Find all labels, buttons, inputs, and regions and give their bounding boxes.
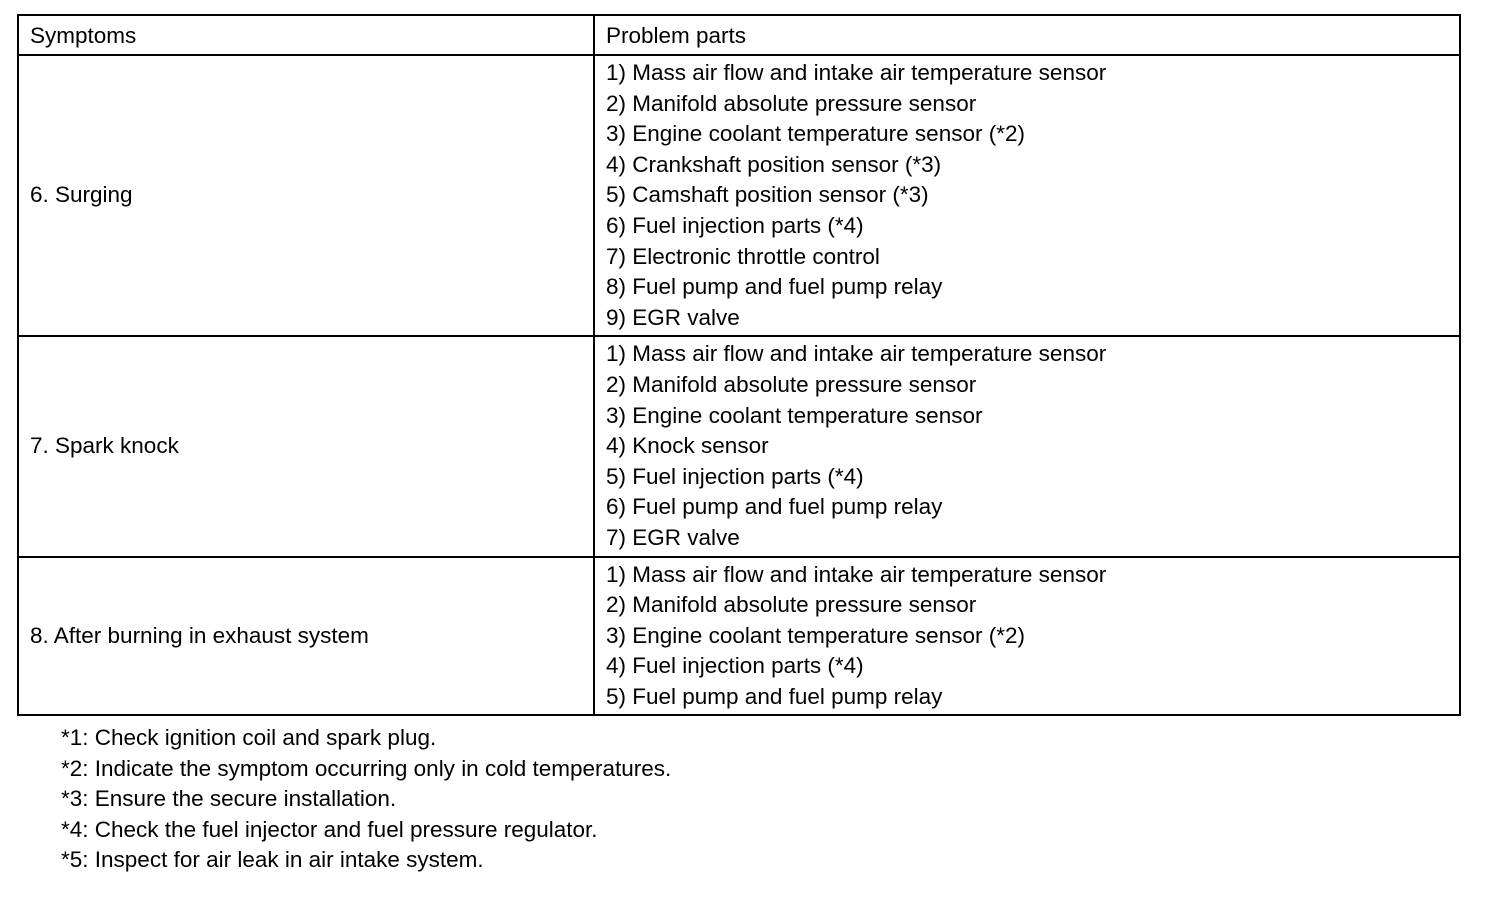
part-item: 2) Manifold absolute pressure sensor bbox=[606, 592, 977, 618]
part-item: 1) Mass air flow and intake air temperature sensor bbox=[606, 341, 1107, 367]
part-item: 2) Manifold absolute pressure sensor bbox=[606, 371, 977, 397]
parts-cell bbox=[594, 55, 1460, 336]
table-row-surging bbox=[18, 55, 1460, 336]
header-symptoms: Symptoms bbox=[18, 15, 594, 55]
part-item: 9) EGR valve bbox=[606, 304, 740, 330]
part-item: 2) Manifold absolute pressure sensor bbox=[606, 90, 977, 116]
symptom-cell: 7. Spark knock bbox=[18, 336, 594, 556]
part-item: 4) Crankshaft position sensor (*3) bbox=[606, 151, 942, 177]
part-item: 4) Knock sensor bbox=[606, 433, 769, 459]
parts-cell bbox=[594, 557, 1460, 716]
table-row-after-burning bbox=[18, 557, 1460, 716]
footnote: *2: Indicate the symptom occurring only in cold temperatures. bbox=[61, 755, 672, 781]
part-item: 8) Fuel pump and fuel pump relay bbox=[606, 274, 943, 300]
footnote: *3: Ensure the secure installation. bbox=[61, 786, 397, 812]
part-item: 3) Engine coolant temperature sensor bbox=[606, 402, 983, 428]
part-item: 7) EGR valve bbox=[606, 524, 740, 550]
part-item: 6) Fuel injection parts (*4) bbox=[606, 212, 864, 238]
part-item: 4) Fuel injection parts (*4) bbox=[606, 653, 864, 679]
symptom-table bbox=[17, 14, 1461, 716]
footnote: *5: Inspect for air leak in air intake system. bbox=[61, 847, 484, 873]
part-item: 6) Fuel pump and fuel pump relay bbox=[606, 494, 943, 520]
part-item: 5) Fuel pump and fuel pump relay bbox=[606, 683, 943, 709]
footnotes bbox=[61, 723, 671, 876]
part-item: 5) Camshaft position sensor (*3) bbox=[606, 182, 929, 208]
table-header-row bbox=[18, 15, 1460, 55]
part-item: 3) Engine coolant temperature sensor (*2) bbox=[606, 121, 1025, 147]
troubleshooting-sheet bbox=[17, 14, 1459, 716]
table-row-spark-knock bbox=[18, 336, 1460, 556]
footnote: *4: Check the fuel injector and fuel pressure regulator. bbox=[61, 816, 598, 842]
parts-cell bbox=[594, 336, 1460, 556]
part-item: 3) Engine coolant temperature sensor (*2) bbox=[606, 622, 1025, 648]
footnote: *1: Check ignition coil and spark plug. bbox=[61, 725, 437, 750]
symptom-cell: 8. After burning in exhaust system bbox=[18, 557, 594, 716]
symptom-cell: 6. Surging bbox=[18, 55, 594, 336]
part-item: 1) Mass air flow and intake air temperature sensor bbox=[606, 561, 1107, 587]
header-problem-parts: Problem parts bbox=[594, 15, 1460, 55]
part-item: 5) Fuel injection parts (*4) bbox=[606, 463, 864, 489]
part-item: 7) Electronic throttle control bbox=[606, 243, 880, 269]
part-item: 1) Mass air flow and intake air temperature sensor bbox=[606, 60, 1107, 85]
